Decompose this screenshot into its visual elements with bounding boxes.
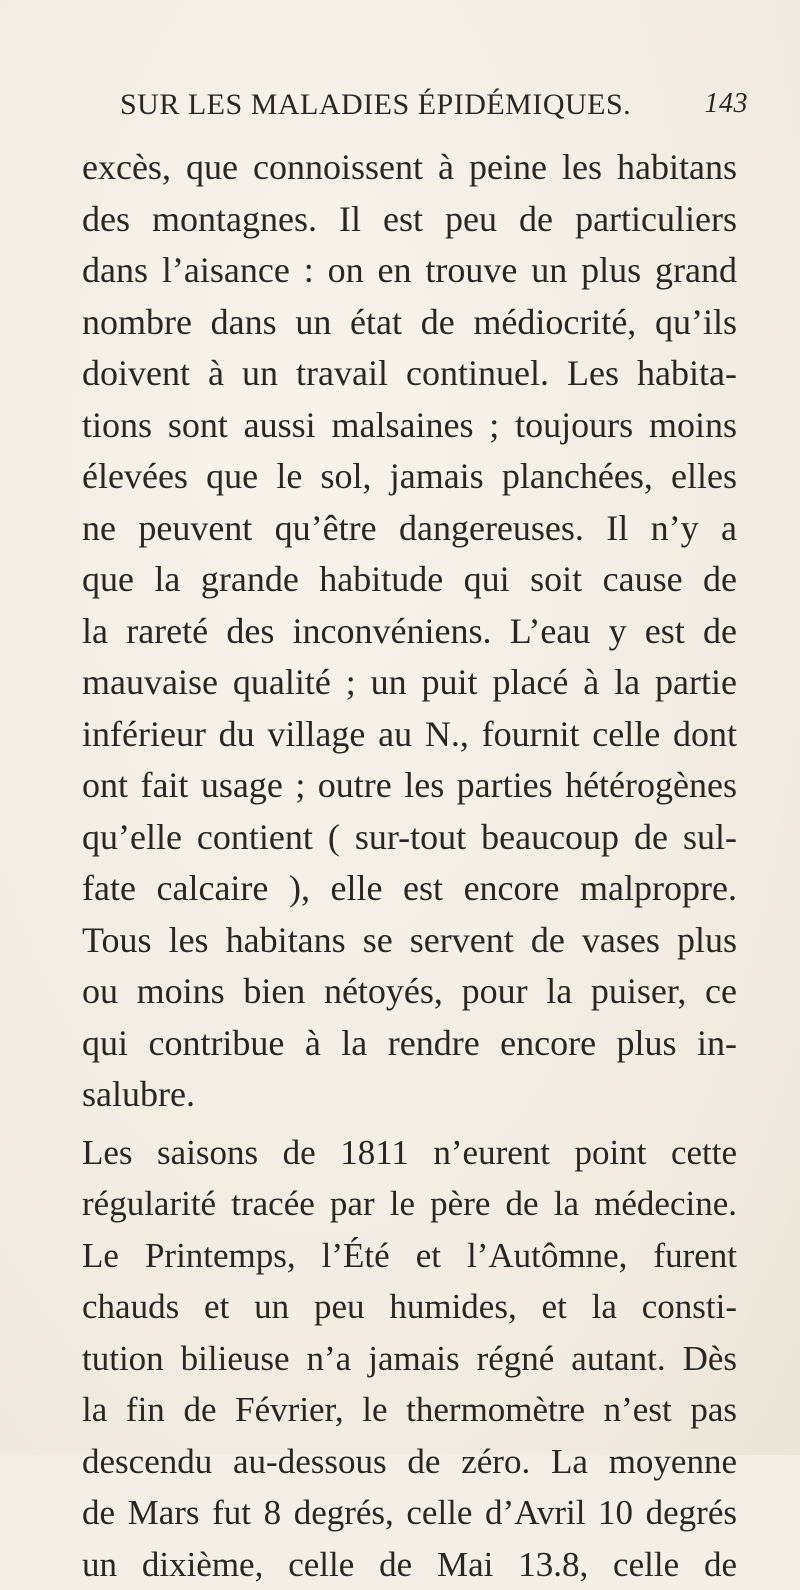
running-head: SUR LES MALADIES ÉPIDÉMIQUES. <box>120 88 631 121</box>
text-line: inférieur du village au N., fournit celle dont <box>82 709 737 761</box>
text-line: élevées que le sol, jamais planchées, elles <box>82 451 737 503</box>
text-line: descendu au-dessous de zéro. La moyenne <box>82 1436 737 1488</box>
text-line: la fin de Février, le thermomètre n’est pas <box>82 1384 737 1436</box>
text-line: Les saisons de 1811 n’eurent point cette <box>82 1127 737 1179</box>
text-line: qui contribue à la rendre encore plus in- <box>82 1018 737 1070</box>
text-line: nombre dans un état de médiocrité, qu’ils <box>82 297 737 349</box>
text-line: ne peuvent qu’être dangereuses. Il n’y a <box>82 503 737 555</box>
text-line: chauds et un peu humides, et la consti- <box>82 1281 737 1333</box>
text-line: excès, que connoissent à peine les habitans <box>82 142 737 194</box>
text-line: tions sont aussi malsaines ; toujours moins <box>82 400 737 452</box>
text-line: Tous les habitans se servent de vases plus <box>82 915 737 967</box>
paragraph-2 <box>82 1127 737 1590</box>
text-line: mauvaise qualité ; un puit placé à la partie <box>82 657 737 709</box>
page-header <box>120 88 720 128</box>
paragraph-1 <box>82 142 737 1121</box>
text-line: ont fait usage ; outre les parties hétérogènes <box>82 760 737 812</box>
text-line: des montagnes. Il est peu de particuliers <box>82 194 737 246</box>
text-line: la rareté des inconvéniens. L’eau y est de <box>82 606 737 658</box>
text-line: fate calcaire ), elle est encore malpropre. <box>82 863 737 915</box>
text-line: régularité tracée par le père de la médecine. <box>82 1178 737 1230</box>
text-line: salubre. <box>82 1069 737 1121</box>
text-line: que la grande habitude qui soit cause de <box>82 554 737 606</box>
text-line: Le Printemps, l’Été et l’Autômne, furent <box>82 1230 737 1282</box>
text-line: un dixième, celle de Mai 13.8, celle de <box>82 1539 737 1590</box>
text-line: doivent à un travail continuel. Les habita- <box>82 348 737 400</box>
text-line: dans l’aisance : on en trouve un plus grand <box>82 245 737 297</box>
body-text <box>82 142 737 1590</box>
text-line: qu’elle contient ( sur-tout beaucoup de sul- <box>82 812 737 864</box>
text-line: de Mars fut 8 degrés, celle d’Avril 10 degrés <box>82 1487 737 1539</box>
text-line: ou moins bien nétoyés, pour la puiser, ce <box>82 966 737 1018</box>
page-number: 143 <box>705 88 749 120</box>
text-line: tution bilieuse n’a jamais régné autant. Dès <box>82 1333 737 1385</box>
